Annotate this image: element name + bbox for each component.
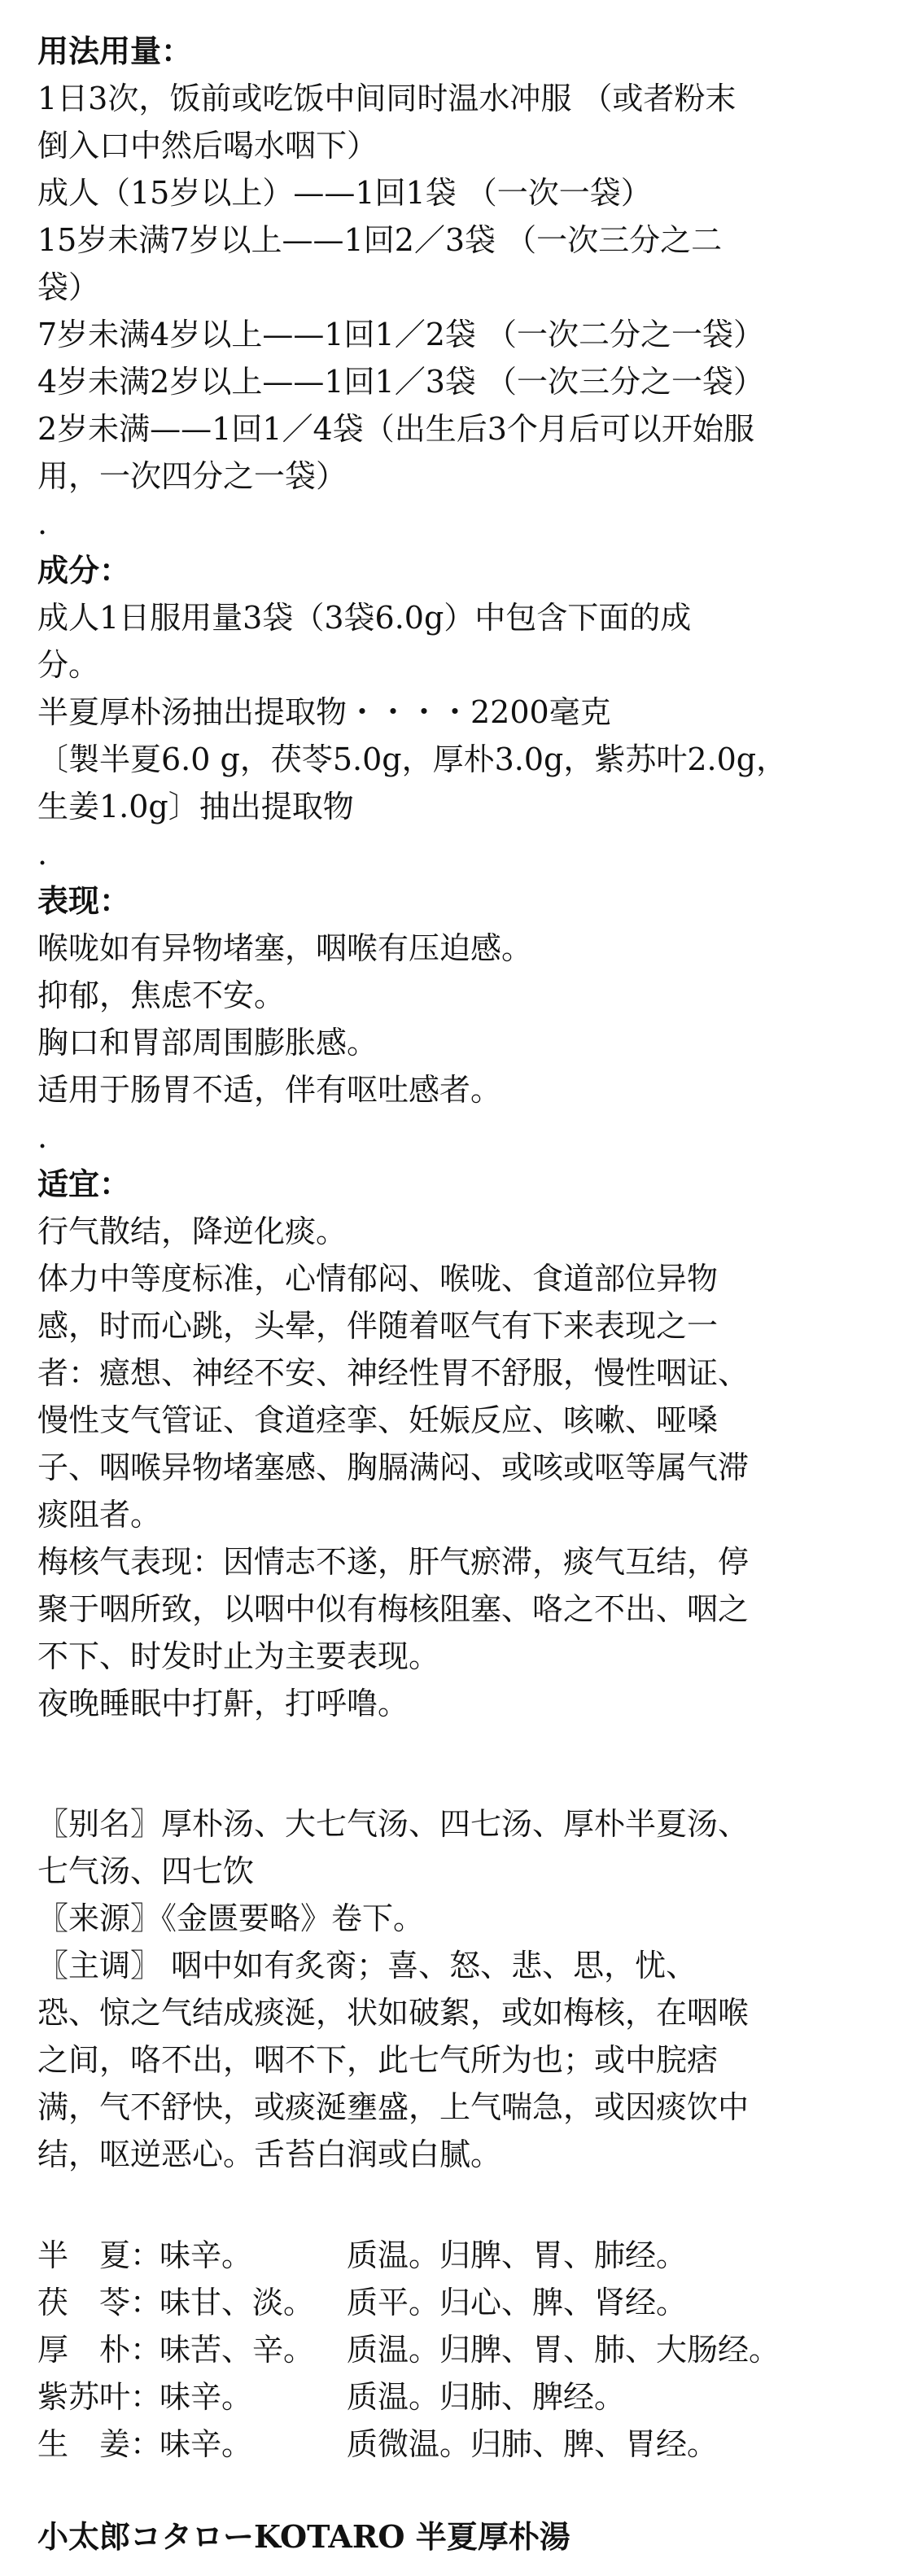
usage-line: 7岁未满4岁以上——1回1／2袋 （一次二分之一袋） xyxy=(37,317,764,352)
ingredients-line: 生姜1.0g〕抽出提取物 xyxy=(37,789,354,824)
indications-line: 子、咽喉异物堵塞感、胸膈满闷、或咳或呕等属气滞 xyxy=(37,1450,750,1485)
indications-line: 慢性支气管证、食道痉挛、妊娠反应、咳嗽、哑嗓 xyxy=(37,1402,719,1438)
herb-name: 茯 苓： xyxy=(37,2285,162,2320)
indications-line: 梅核气表现：因情志不遂，肝气瘀滞，痰气互结，停 xyxy=(37,1544,750,1580)
spacer xyxy=(37,2178,900,2232)
symptoms-line: 抑郁，焦虑不安。 xyxy=(37,977,286,1013)
herb-nature: 质温。归脾、胃、肺、大肠经。 xyxy=(347,2332,780,2368)
herb-row xyxy=(37,2326,900,2373)
herb-name: 半 夏： xyxy=(37,2237,162,2273)
usage-line: 2岁未满——1回1／4袋（出生后3个月后可以开始服 xyxy=(37,411,754,447)
indications-line: 感，时而心跳，头晕，伴随着呕气有下来表现之一 xyxy=(37,1308,719,1344)
herb-nature: 质微温。归肺、脾、胃经。 xyxy=(347,2426,719,2462)
notes-section xyxy=(37,1800,900,2178)
herb-name: 厚 朴： xyxy=(37,2332,162,2368)
ingredients-heading: 成分： xyxy=(37,552,131,588)
symptoms-line: 适用于肠胃不适，伴有呕吐感者。 xyxy=(37,1072,502,1108)
symptoms-line: 胸口和胃部周围膨胀感。 xyxy=(37,1025,378,1061)
indications-line: 夜晚睡眠中打鼾，打呼噜。 xyxy=(37,1686,409,1721)
indications-line: 者：癔想、神经不安、神经性胃不舒服，慢性咽证、 xyxy=(37,1355,750,1391)
indications-heading: 适宜： xyxy=(37,1166,131,1202)
symptoms-line: 喉咙如有异物堵塞，咽喉有压迫感。 xyxy=(37,930,533,966)
herb-taste: 味辛。 xyxy=(160,2237,253,2273)
herb-row xyxy=(37,2279,900,2326)
document-page xyxy=(37,28,900,2561)
section-separator-dot: . xyxy=(37,836,48,872)
notes-line: 满，气不舒快，或痰涎壅盛，上气喘急，或因痰饮中 xyxy=(37,2089,750,2125)
herb-nature: 质温。归肺、脾经。 xyxy=(347,2379,626,2415)
notes-line: 结，呕逆恶心。舌苔白润或白腻。 xyxy=(37,2136,502,2172)
symptoms-heading: 表现： xyxy=(37,882,131,919)
ingredients-line: 分。 xyxy=(37,647,100,683)
herb-name: 生 姜： xyxy=(37,2426,162,2462)
indications-line: 不下、时发时止为主要表现。 xyxy=(37,1638,440,1674)
product-title-suffix: KOTARO 半夏厚朴湯 xyxy=(254,2518,570,2555)
ingredients-line: 〔製半夏6.0 g，茯苓5.0g，厚朴3.0g，紫苏叶2.0g， xyxy=(37,741,788,777)
indications-line: 体力中等度标准，心情郁闷、喉咙、食道部位异物 xyxy=(37,1261,719,1297)
usage-line: 1日3次，饭前或吃饭中间同时温水冲服 （或者粉末 xyxy=(37,81,737,116)
usage-line: 4岁未满2岁以上——1回1／3袋 （一次三分之一袋） xyxy=(37,364,764,400)
usage-line: 15岁未满7岁以上——1回2／3袋 （一次三分之二 xyxy=(37,222,723,258)
product-title xyxy=(37,2513,900,2561)
herb-name: 紫苏叶： xyxy=(37,2379,162,2415)
herb-row xyxy=(37,2421,900,2468)
notes-line: 恐、惊之气结成痰涎，状如破絮，或如梅核，在咽喉 xyxy=(37,1995,750,2031)
ingredients-line: 成人1日服用量3袋（3袋6.0g）中包含下面的成 xyxy=(37,600,692,636)
spacer xyxy=(37,2468,900,2513)
usage-line: 用，一次四分之一袋） xyxy=(37,458,348,494)
herb-taste: 味苦、辛。 xyxy=(160,2332,315,2368)
section-separator-dot: . xyxy=(37,1119,48,1155)
herb-row xyxy=(37,2373,900,2421)
usage-line: 成人（15岁以上）——1回1袋 （一次一袋） xyxy=(37,175,652,211)
notes-line: 〖主调〗 咽中如有炙脔；喜、怒、悲、思，忧、 xyxy=(37,1948,697,1983)
ingredients-line: 半夏厚朴汤抽出提取物・・・・2200毫克 xyxy=(37,694,611,730)
herb-row xyxy=(37,2232,900,2279)
indications-line: 行气散结，降逆化痰。 xyxy=(37,1214,348,1249)
herb-taste: 味甘、淡。 xyxy=(160,2285,315,2320)
notes-line: 七气汤、四七饮 xyxy=(37,1853,255,1889)
usage-section xyxy=(37,28,900,547)
indications-section xyxy=(37,1161,900,1727)
usage-line: 倒入口中然后喝水咽下） xyxy=(37,128,378,164)
ingredients-section xyxy=(37,547,900,877)
notes-line: 之间，咯不出，咽不下，此七气所为也；或中脘痞 xyxy=(37,2042,719,2078)
herb-nature: 质温。归脾、胃、肺经。 xyxy=(347,2237,688,2273)
usage-heading: 用法用量： xyxy=(37,33,193,69)
notes-line: 〖别名〗厚朴汤、大七气汤、四七汤、厚朴半夏汤、 xyxy=(37,1806,750,1842)
indications-line: 聚于咽所致，以咽中似有梅核阻塞、咯之不出、咽之 xyxy=(37,1591,750,1627)
herb-taste: 味辛。 xyxy=(160,2426,253,2462)
herb-taste: 味辛。 xyxy=(160,2379,253,2415)
herb-nature: 质平。归心、脾、肾经。 xyxy=(347,2285,688,2320)
spacer xyxy=(37,1727,900,1800)
symptoms-section xyxy=(37,877,900,1161)
indications-line: 痰阻者。 xyxy=(37,1497,162,1533)
section-separator-dot: . xyxy=(37,505,48,541)
herbs-section xyxy=(37,2232,900,2468)
product-title-katakana: コタロー xyxy=(130,2519,255,2555)
notes-line: 〖来源〗《金匮要略》卷下。 xyxy=(37,1900,425,1936)
product-title-prefix: 小太郎 xyxy=(37,2518,131,2555)
usage-line: 袋） xyxy=(37,269,100,305)
